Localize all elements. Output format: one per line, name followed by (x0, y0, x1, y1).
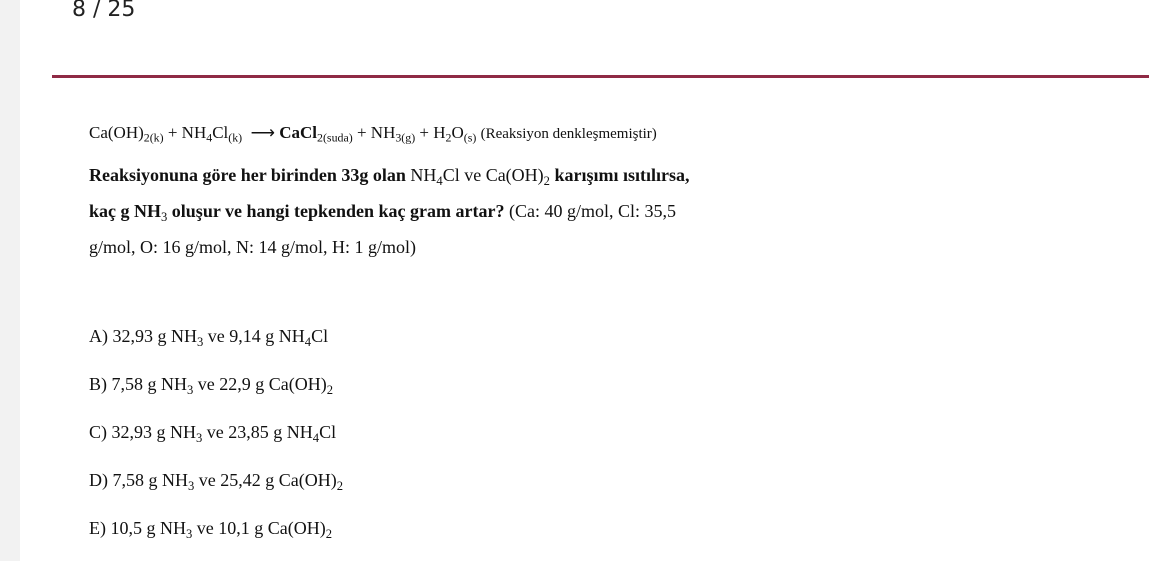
question-block (89, 120, 809, 265)
option-a[interactable]: A) 32,93 g $NH_3$ ve 9,14 g $NH_4Cl$ (89, 326, 329, 349)
eq-product-1: CaCl (279, 123, 318, 142)
option-b[interactable]: B) 7,58 g $NH_3$ ve 22,9 g $Ca(OH)_2$ (89, 374, 334, 397)
reaction-arrow: ⟶ (242, 123, 280, 142)
question-line-3: g/mol, O: 16 g/mol, N: 14 g/mol, H: 1 g/mol) (89, 237, 417, 257)
eq-reactant-2: NH (181, 123, 207, 142)
question-line-2: kaç g $NH_3$ oluşur ve hangi tepkenden kaç gram artar? (Ca: 40 g/mol, Cl: 35,5 (89, 201, 676, 224)
left-gutter (0, 0, 20, 561)
equation-note: (Reaksiyon denkleşmemiştir) (480, 126, 657, 142)
header-divider (52, 75, 1149, 78)
option-e[interactable]: E) 10,5 g $NH_3$ ve 10,1 g $Ca(OH)_2$ (89, 518, 333, 541)
eq-product-3: H (433, 123, 446, 142)
question-line-1: Reaksiyonuna göre her birinden 33g olan $NH_4Cl$ ve $Ca(OH)_2$ karışımı ısıtılırsa, (89, 165, 690, 188)
option-c[interactable]: C) 32,93 g $NH_3$ ve 23,85 g $NH_4Cl$ (89, 422, 337, 445)
question-counter: 8 / 25 (72, 0, 136, 22)
reaction-equation: $Ca(OH)_{2(k)} + NH_4Cl_{(k)}$ ⟶ CaCl$_{2(suda)}$ + $NH_{3(g)} + H_2O_{(s)}$ (Reaksiyon denkleşmemiştir) (89, 123, 657, 145)
eq-reactant-1: Ca(OH) (89, 123, 144, 142)
option-d[interactable]: D) 7,58 g $NH_3$ ve 25,42 g $Ca(OH)_2$ (89, 470, 344, 493)
eq-product-2: NH (370, 123, 396, 142)
question-text (89, 157, 809, 265)
answer-options (89, 320, 343, 560)
